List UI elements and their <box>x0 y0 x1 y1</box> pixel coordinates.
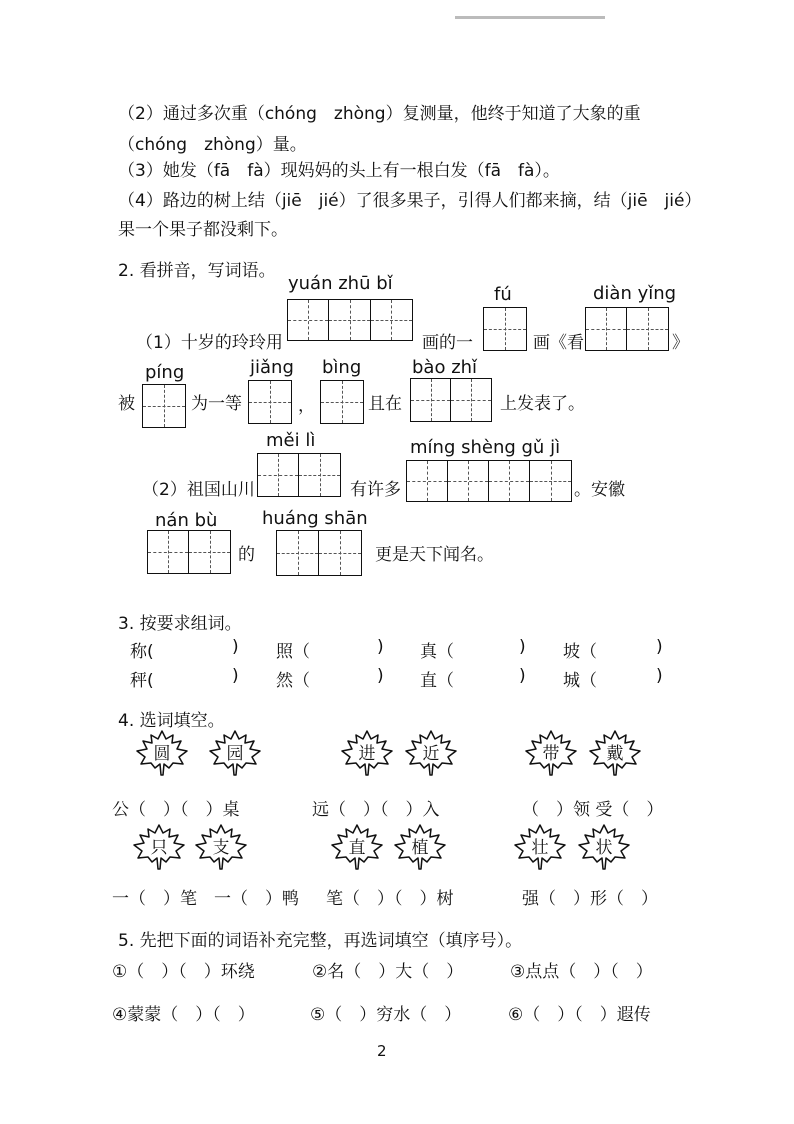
q3-r2-c1: 秤( <box>130 671 154 691</box>
text-shangfabiao: 上发表了。 <box>500 394 585 414</box>
text-de: 的 <box>238 545 255 565</box>
q3-r2-c3-close: ) <box>519 666 526 686</box>
row1-leaf-6 <box>588 728 642 776</box>
pinyin-dianying: diàn yǐng <box>593 283 677 304</box>
leaf-word: 带 <box>542 744 560 764</box>
text-anhui: 。安徽 <box>574 480 625 500</box>
q3-r1-c2: 照（ <box>276 642 310 662</box>
text-huade-yi: 画的一 <box>422 333 473 353</box>
leaf-word: 园 <box>226 744 244 764</box>
q2-s1-prefix: （1）十岁的玲玲用 <box>136 333 283 353</box>
q1-line-2b: （chóng zhòng）量。 <box>118 135 307 155</box>
row2-leaf-5 <box>513 822 567 870</box>
answer-grid-meili[interactable] <box>257 453 341 497</box>
q3-r1-c2-close: ) <box>377 637 384 657</box>
q5-item-5: ⑤（ ）穷水（ ） <box>310 1005 462 1025</box>
answer-grid-fu[interactable] <box>483 307 527 351</box>
text-weiyideng: 为一等 <box>191 394 242 414</box>
pinyin-bing: bìng <box>322 357 362 378</box>
q5-item-1: ①（ ）（ ）环绕 <box>112 962 255 982</box>
leaf-word: 只 <box>150 838 168 858</box>
q4-fill-row1-b: 远（ ）（ ）入 <box>312 800 440 820</box>
q5-item-4: ④蒙蒙（ ）（ ） <box>112 1005 255 1025</box>
pinyin-baozhi: bào zhǐ <box>412 357 478 378</box>
text-youxuduo: 有许多 <box>350 480 401 500</box>
leaf-word: 戴 <box>606 744 624 764</box>
q4-fill-row1-c: （ ）领 受（ ） <box>522 800 664 820</box>
q4-fill-row2-b: 笔（ ）（ ）树 <box>326 889 454 909</box>
pinyin-nanbu: nán bù <box>155 510 218 531</box>
q5-item-2: ②名（ ）大（ ） <box>312 962 464 982</box>
pinyin-yuanzhubi: yuán zhū bǐ <box>288 273 393 294</box>
text-qiezai: 且在 <box>368 394 402 414</box>
row2-leaf-6 <box>577 822 631 870</box>
q3-r1-c1: 称( <box>130 642 154 662</box>
row1-leaf-5 <box>524 728 578 776</box>
answer-grid-dianying[interactable] <box>585 307 669 351</box>
row2-leaf-2 <box>194 822 248 870</box>
q5-item-6: ⑥（ ）（ ）遐传 <box>508 1005 651 1025</box>
row1-leaf-4 <box>404 728 458 776</box>
q3-r2-c4: 城（ <box>563 671 597 691</box>
q4-fill-row2-c: 强（ ）形（ ） <box>522 889 658 909</box>
row1-leaf-2 <box>208 728 262 776</box>
q2-title: 2. 看拼音，写词语。 <box>118 261 276 281</box>
pinyin-meili: měi lì <box>266 430 316 451</box>
answer-grid-yuanzhubi[interactable] <box>287 299 413 341</box>
q3-r2-c1-close: ) <box>232 666 239 686</box>
q1-line-4b: 果一个果子都没剩下。 <box>118 220 288 240</box>
row2-leaf-4 <box>393 822 447 870</box>
pinyin-fu: fú <box>494 284 512 305</box>
leaf-word: 植 <box>411 838 429 858</box>
scan-edge-mark <box>455 16 605 19</box>
leaf-word: 壮 <box>531 838 549 858</box>
page-number: 2 <box>377 1042 387 1060</box>
q1-line-4a: （4）路边的树上结（jiē jié）了很多果子，引得人们都来摘，结（jiē jié） <box>118 191 702 211</box>
leaf-word: 状 <box>595 838 613 858</box>
q5-title: 5. 先把下面的词语补充完整，再选词填空（填序号）。 <box>118 931 523 951</box>
q1-line-2a: （2）通过多次重（chóng zhòng）复测量，他终于知道了大象的重 <box>118 104 641 124</box>
leaf-word: 进 <box>358 744 376 764</box>
answer-grid-huangshan[interactable] <box>276 530 362 576</box>
row2-leaf-1 <box>132 822 186 870</box>
pinyin-jiang: jiǎng <box>250 357 294 378</box>
answer-grid-baozhi[interactable] <box>410 378 492 422</box>
text-bei: 被 <box>118 394 135 414</box>
pinyin-mingshengguji: míng shèng gǔ jì <box>410 437 561 458</box>
q4-fill-row2-a: 一（ ）笔 一（ ）鸭 <box>112 889 299 909</box>
answer-grid-nanbu[interactable] <box>147 530 231 574</box>
answer-grid-jiang[interactable] <box>248 380 292 424</box>
row1-leaf-1 <box>135 728 189 776</box>
q4-title: 4. 选词填空。 <box>118 711 225 731</box>
text-tianxia: 更是天下闻名。 <box>375 545 494 565</box>
q3-r1-c4: 坡（ <box>563 642 597 662</box>
pinyin-ping: píng <box>145 362 185 383</box>
answer-grid-ping[interactable] <box>142 384 186 428</box>
q3-r1-c1-close: ) <box>232 637 239 657</box>
answer-grid-mingshengguji[interactable] <box>406 460 572 502</box>
q3-r2-c2-close: ) <box>377 666 384 686</box>
leaf-word: 直 <box>348 838 366 858</box>
leaf-word: 近 <box>422 744 440 764</box>
q3-r1-c4-close: ) <box>656 637 663 657</box>
q5-item-3: ③点点（ ）（ ） <box>510 962 653 982</box>
row1-leaf-3 <box>340 728 394 776</box>
q1-line-3: （3）她发（fā fà）现妈妈的头上有一根白发（fā fà）。 <box>118 161 560 181</box>
text-hua-kan: 画《看 <box>533 333 584 353</box>
q3-title: 3. 按要求组词。 <box>118 614 242 634</box>
text-close-quote: 》 <box>672 333 689 353</box>
q3-r1-c3-close: ) <box>519 637 526 657</box>
q4-fill-row1-a: 公（ ）（ ）桌 <box>112 800 240 820</box>
leaf-word: 支 <box>212 838 230 858</box>
text-comma: ， <box>298 396 315 416</box>
q2-s2-prefix: （2）祖国山川 <box>142 480 255 500</box>
pinyin-huangshan: huáng shān <box>262 508 368 529</box>
q3-r1-c3: 真（ <box>420 642 454 662</box>
leaf-word: 圆 <box>153 744 171 764</box>
answer-grid-bing[interactable] <box>320 380 364 424</box>
q3-r2-c4-close: ) <box>656 666 663 686</box>
q3-r2-c2: 然（ <box>276 671 310 691</box>
row2-leaf-3 <box>330 822 384 870</box>
q3-r2-c3: 直（ <box>420 671 454 691</box>
